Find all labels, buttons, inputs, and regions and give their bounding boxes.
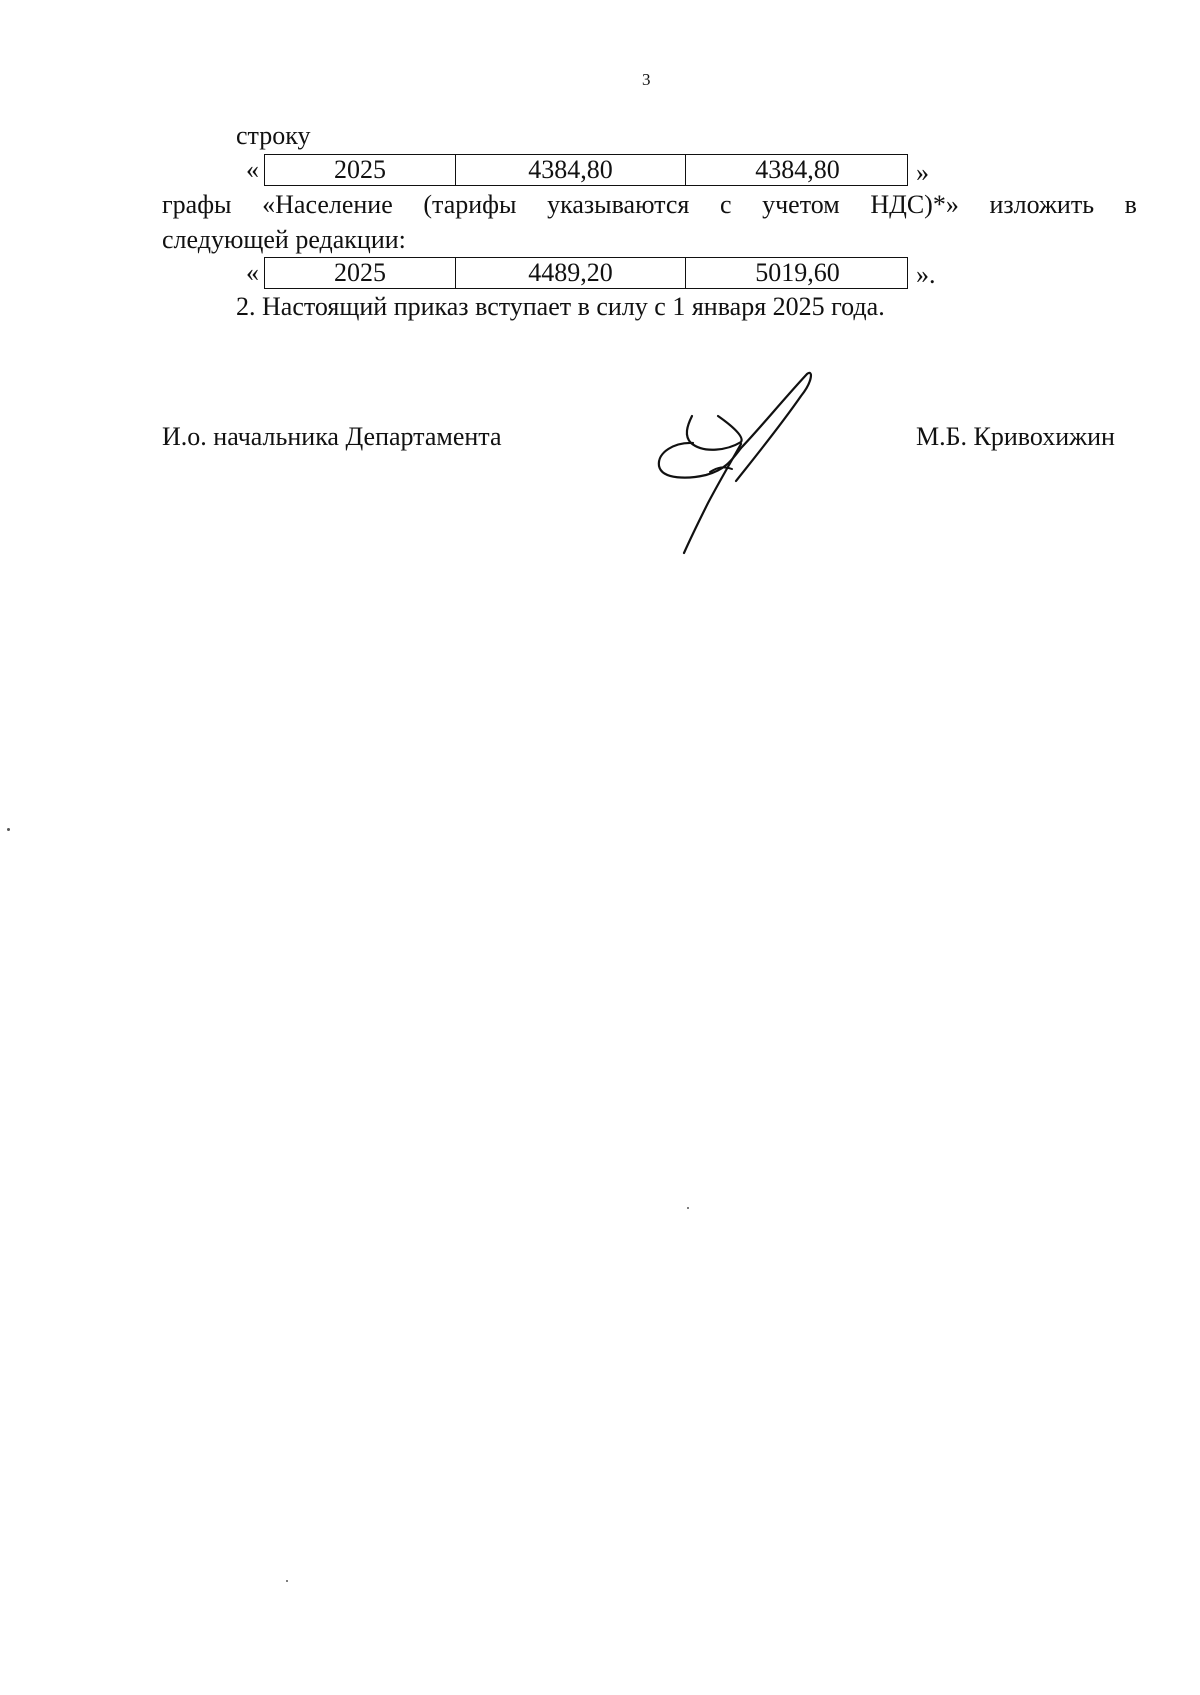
scan-speck: [687, 1207, 689, 1209]
signature-stroke: [684, 444, 741, 553]
closing-quote-second-row: ».: [916, 260, 936, 289]
signature-stroke: [736, 373, 811, 481]
first-value-row: [264, 154, 908, 186]
second-row-value-1: 4489,20: [455, 258, 685, 288]
scan-speck: [286, 1580, 288, 1582]
paragraph-word: (тарифы: [423, 190, 517, 219]
paragraph-word: «Население: [262, 190, 393, 219]
paragraph-word: указываются: [547, 190, 690, 219]
paragraph-word: учетом: [762, 190, 840, 219]
signature-stroke: [687, 416, 742, 450]
opening-quote-second-row: «: [246, 258, 259, 287]
paragraph-word: изложить: [989, 190, 1095, 219]
paragraph-word: НДС)*»: [870, 190, 959, 219]
paragraph-word: в: [1124, 190, 1137, 219]
first-row-value-1: 4384,80: [455, 155, 685, 185]
paragraph-word: графы: [162, 190, 232, 219]
signatory-position: И.о. начальника Департамента: [162, 422, 502, 451]
opening-quote-first-row: «: [246, 155, 259, 184]
scan-speck: [7, 828, 10, 831]
paragraph-line-1: [162, 190, 1137, 220]
first-row-value-2: 4384,80: [685, 155, 909, 185]
clause-2: 2. Настоящий приказ вступает в силу с 1 января 2025 года.: [236, 292, 885, 321]
page-number: 3: [642, 70, 651, 89]
signatory-name: М.Б. Кривохижин: [916, 422, 1115, 451]
closing-quote-first-row: »: [916, 158, 929, 187]
paragraph-word: с: [719, 190, 732, 219]
second-row-year: 2025: [334, 258, 386, 287]
handwritten-signature: [650, 368, 825, 558]
second-value-row: [264, 257, 908, 289]
paragraph-line-2: следующей редакции:: [162, 225, 406, 254]
second-row-value-2: 5019,60: [685, 258, 909, 288]
first-row-year: 2025: [334, 155, 386, 184]
intro-word: строку: [236, 121, 311, 150]
